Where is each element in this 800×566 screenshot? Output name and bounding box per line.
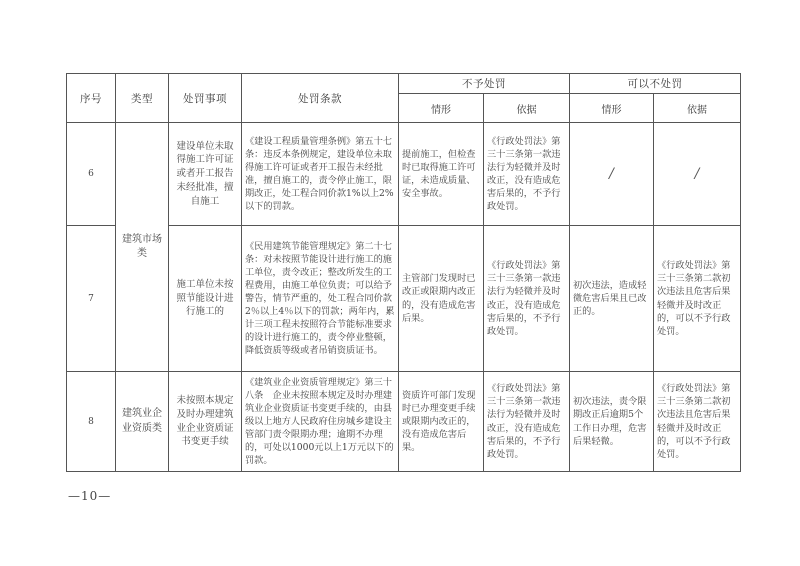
row-item: 施工单位未按照节能设计进行施工的: [169, 226, 242, 372]
row-mp-situation: 初次违法，责令限期改正后逾期5个工作日办理，危害后果轻微。: [570, 372, 654, 472]
header-item: 处罚事项: [169, 74, 242, 123]
penalty-table: [66, 73, 741, 472]
row-seq: 7: [67, 226, 116, 372]
row-np-basis: 《行政处罚法》第三十三条第一款违法行为轻微并及时改正，没有造成危害后果的，不予行政处罚。: [484, 123, 570, 226]
header-np-situation: 情形: [399, 94, 484, 123]
row-clause: 《民用建筑节能管理规定》第二十七条：对未按照节能设计进行施工的施工单位，责令改正；整改所发生的工程费用，由施工单位负责；可以给予警告，情节严重的，处工程合同价款2％以上4％以下的罚款；两年内，累计三项工程未按照符合节能标准要求的设计进行施工的，责令停业整顿，降低资质等级或者吊销资质证书。: [242, 226, 399, 372]
header-may-no-penalty: 可以不处罚: [570, 74, 741, 94]
row-type: 建筑业企业资质类: [116, 372, 169, 472]
row-mp-situation: /: [570, 123, 654, 226]
row-np-basis: 《行政处罚法》第三十三条第一款违法行为轻微并及时改正，没有造成危害后果的，不予行政处罚。: [484, 226, 570, 372]
row-clause: 《建筑业企业资质管理规定》第三十八条 企业未按照本规定及时办理建筑业企业资质证书变更手续的，由县级以上地方人民政府住房城乡建设主管部门责令限期办理；逾期不办理的，可处以1000元以上1万元以下的罚款。: [242, 372, 399, 472]
table-row: [67, 123, 741, 226]
row-seq: 8: [67, 372, 116, 472]
header-mp-basis: 依据: [654, 94, 741, 123]
row-clause: 《建设工程质量管理条例》第五十七条：违反本条例规定，建设单位未取得施工许可证或者开工报告未经批准，擅自施工的，责令停止施工，限期改正，处工程合同价款1%以上2%以下的罚款。: [242, 123, 399, 226]
row-mp-basis: /: [654, 123, 741, 226]
row-np-situation: 资质许可部门发现时已办理变更手续或限期内改正的，没有造成危害后果。: [399, 372, 484, 472]
row-type: 建筑市场类: [116, 123, 169, 372]
header-np-basis: 依据: [484, 94, 570, 123]
header-clause: 处罚条款: [242, 74, 399, 123]
row-np-situation: 提前施工，但检查时已取得施工许可证，未造成质量、安全事故。: [399, 123, 484, 226]
row-mp-situation: 初次违法，造成轻微危害后果且已改正的。: [570, 226, 654, 372]
header-type: 类型: [116, 74, 169, 123]
page-number: —10—: [68, 489, 112, 503]
header-seq: 序号: [67, 74, 116, 123]
header-no-penalty: 不予处罚: [399, 74, 570, 94]
row-mp-basis: 《行政处罚法》第三十三条第二款初次违法且危害后果轻微并及时改正的，可以不予行政处罚。: [654, 226, 741, 372]
header-mp-situation: 情形: [570, 94, 654, 123]
row-np-basis: 《行政处罚法》第三十三条第一款违法行为轻微并及时改正，没有造成危害后果的，不予行政处罚。: [484, 372, 570, 472]
row-mp-basis: 《行政处罚法》第三十三条第二款初次违法且危害后果轻微并及时改正的，可以不予行政处罚。: [654, 372, 741, 472]
table-row: [67, 372, 741, 472]
table-row: [67, 226, 741, 372]
row-item: 建设单位未取得施工许可证或者开工报告未经批准，擅自施工: [169, 123, 242, 226]
row-item: 未按照本规定及时办理建筑业企业资质证书变更手续: [169, 372, 242, 472]
row-np-situation: 主管部门发现时已改正或限期内改正的，没有造成危害后果。: [399, 226, 484, 372]
row-seq: 6: [67, 123, 116, 226]
